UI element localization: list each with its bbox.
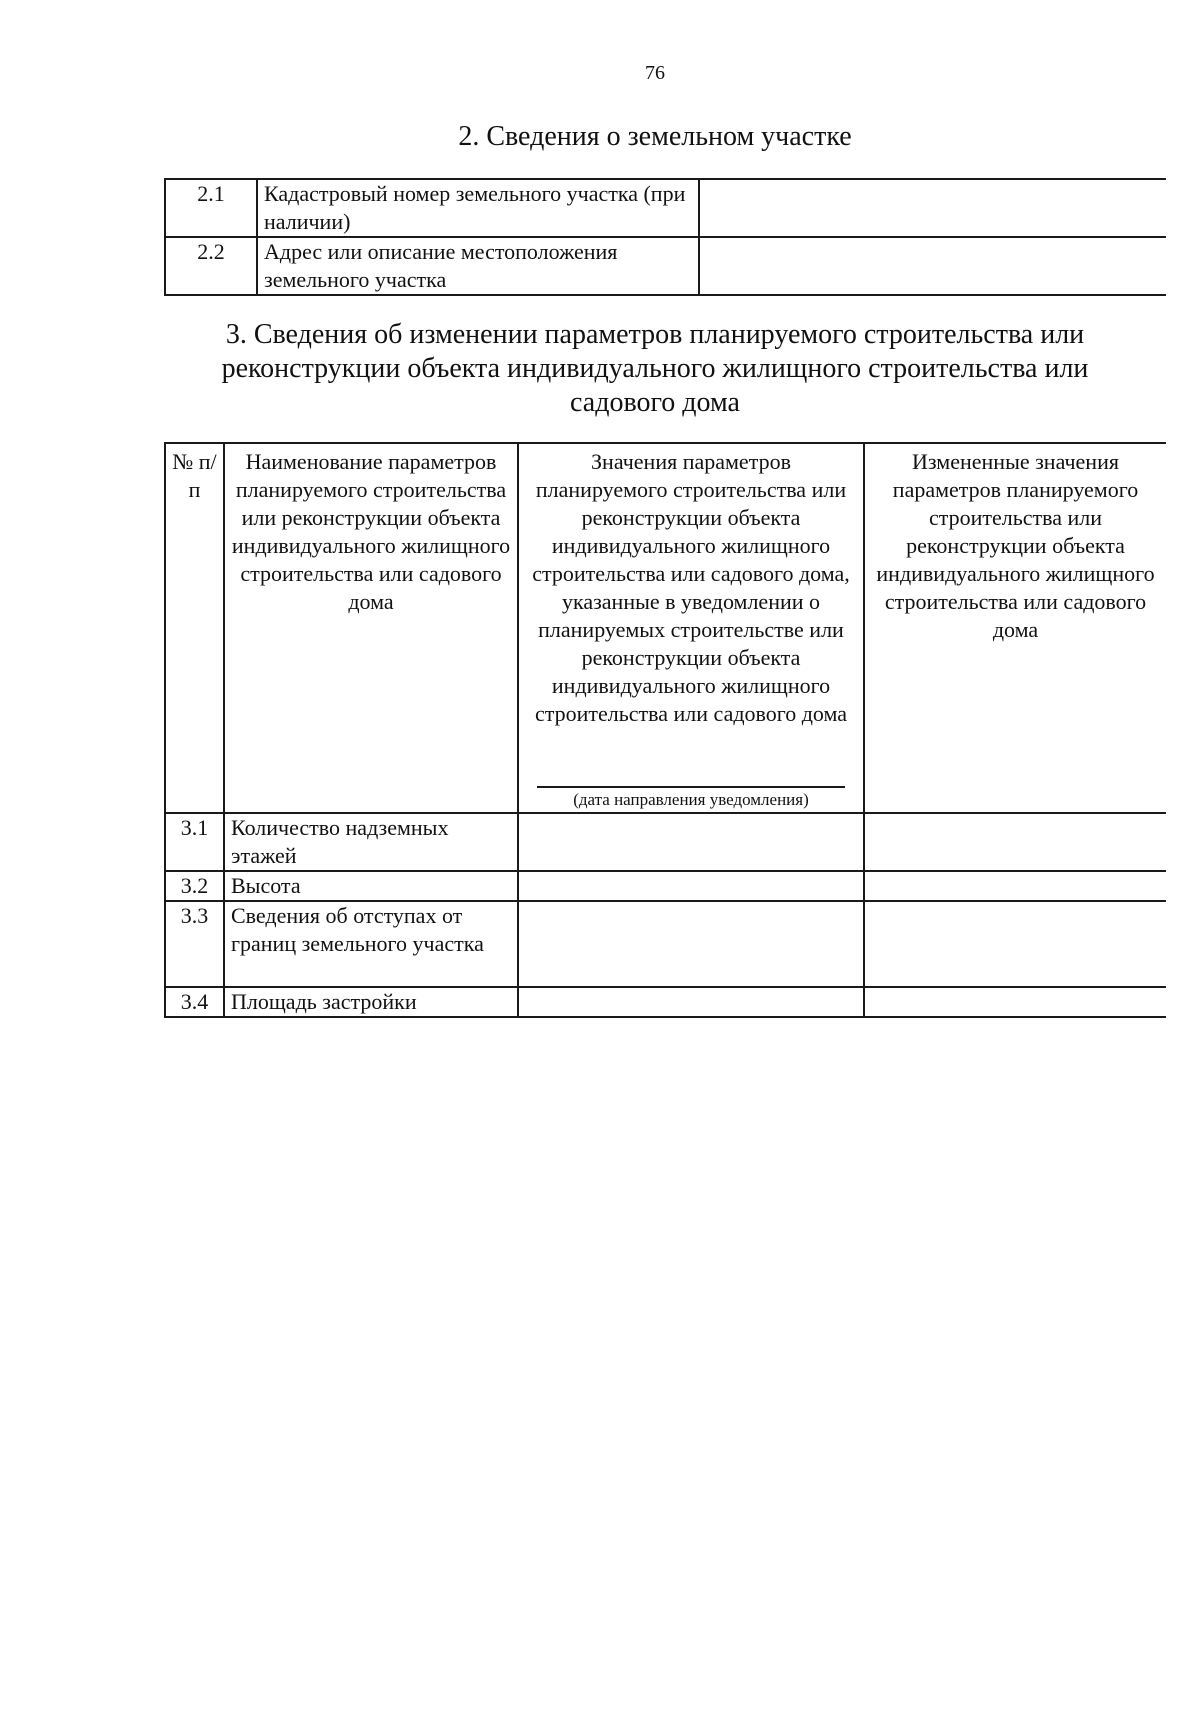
table-row xyxy=(165,871,1166,901)
row-parameter-name: Высота xyxy=(224,871,518,901)
header-parameter-name: Наименование параметров планируемого строительства или реконструкции объекта индивидуального жилищного строительства или садового дома xyxy=(224,443,518,813)
notice-date-caption: (дата направления уведомления) xyxy=(537,786,845,812)
header-notified-values-text: Значения параметров планируемого строительства или реконструкции объекта индивидуального жилищного строительства или садового дома, указанные в уведомлении о планируемых строительстве или реконструкции объекта индивидуального жилищного строительства или садового дома xyxy=(532,449,850,726)
row-label: Кадастровый номер земельного участка (при наличии) xyxy=(257,179,699,237)
changed-value-field[interactable] xyxy=(864,813,1166,871)
row-number: 3.4 xyxy=(165,987,224,1017)
notified-value-field[interactable] xyxy=(518,987,864,1017)
row-parameter-name: Сведения об отступах от границ земельного участка xyxy=(224,901,518,987)
row-label: Адрес или описание местоположения земельного участка xyxy=(257,237,699,295)
table-row xyxy=(165,179,1166,237)
row-number: 2.2 xyxy=(165,237,257,295)
notified-value-field[interactable] xyxy=(518,901,864,987)
header-number: № п/п xyxy=(165,443,224,813)
section-3-title: 3. Сведения об изменении параметров планируемого строительства или реконструкции объекта индивидуального жилищного строительства или садового дома xyxy=(221,319,1089,418)
land-plot-address-field[interactable] xyxy=(699,237,1166,295)
land-plot-table xyxy=(164,178,1166,296)
table-header-row xyxy=(165,443,1166,813)
row-parameter-name: Количество надземных этажей xyxy=(224,813,518,871)
row-number: 3.1 xyxy=(165,813,224,871)
table-row xyxy=(165,901,1166,987)
table-row xyxy=(165,237,1166,295)
changed-value-field[interactable] xyxy=(864,987,1166,1017)
row-number: 2.1 xyxy=(165,179,257,237)
header-changed-values: Измененные значения параметров планируемого строительства или реконструкции объекта индивидуального жилищного строительства или садового дома xyxy=(864,443,1166,813)
changed-value-field[interactable] xyxy=(864,901,1166,987)
page-number: 76 xyxy=(645,62,665,84)
table-row xyxy=(165,987,1166,1017)
row-parameter-name: Площадь застройки xyxy=(224,987,518,1017)
row-number: 3.3 xyxy=(165,901,224,987)
changed-value-field[interactable] xyxy=(864,871,1166,901)
header-notified-values xyxy=(518,443,864,813)
row-number: 3.2 xyxy=(165,871,224,901)
notified-value-field[interactable] xyxy=(518,871,864,901)
notified-value-field[interactable] xyxy=(518,813,864,871)
parameters-change-table xyxy=(164,442,1166,1018)
section-2-title: 2. Сведения о земельном участке xyxy=(458,121,852,152)
table-row xyxy=(165,813,1166,871)
cadastral-number-field[interactable] xyxy=(699,179,1166,237)
